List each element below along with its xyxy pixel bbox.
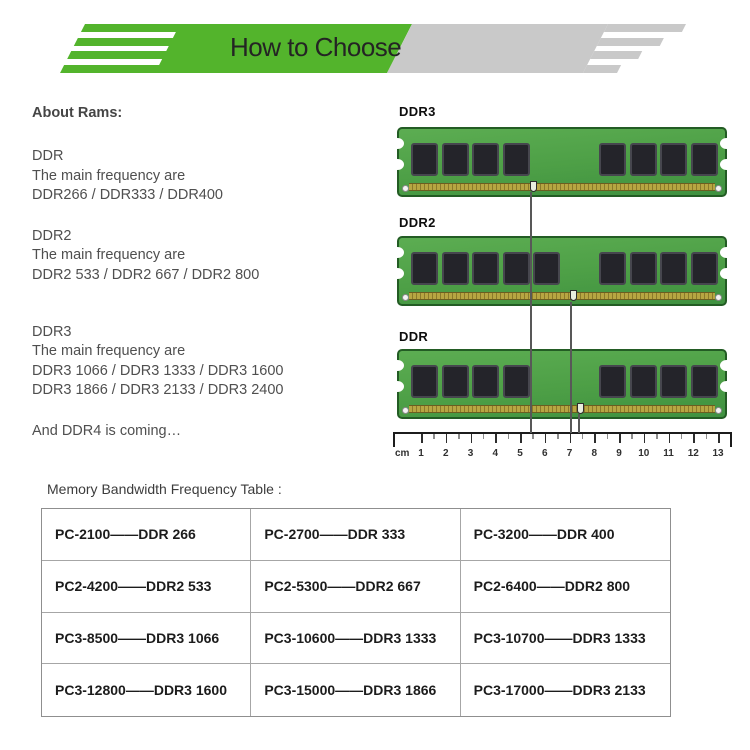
ruler-number: 3	[467, 448, 474, 459]
ruler-number: 8	[591, 448, 598, 459]
gold-pins	[409, 292, 715, 300]
edge-cutout	[391, 138, 404, 149]
speed-stripe-right	[597, 38, 664, 46]
memory-chip	[411, 252, 438, 285]
mount-hole	[402, 185, 409, 192]
edge-cutout	[720, 360, 733, 371]
table-cell: PC-3200——DDR 400	[461, 509, 670, 561]
ruler-number: 6	[541, 448, 548, 459]
ruler-end-tick	[730, 434, 732, 447]
ruler-number: 11	[663, 448, 674, 459]
edge-cutout	[391, 268, 404, 279]
pin-notch	[570, 290, 577, 301]
memory-chip	[660, 365, 687, 398]
ddr-name: DDR	[32, 148, 64, 165]
memory-chip	[503, 365, 530, 398]
edge-cutout	[391, 360, 404, 371]
ruler-cm-tick	[545, 434, 547, 443]
ram-module-ddr	[397, 349, 727, 419]
module-label-ddr3: DDR3	[399, 104, 436, 119]
speed-stripe-right	[583, 65, 621, 73]
ruler-half-tick	[631, 434, 633, 439]
table-cell: PC3-12800——DDR3 1600	[42, 664, 251, 716]
ruler-cm-tick	[594, 434, 596, 443]
ddr3-line: DDR3 1066 / DDR3 1333 / DDR3 1600	[32, 362, 284, 379]
ddr3-group	[32, 323, 372, 400]
notch-leader-line-ddr2	[570, 302, 572, 433]
ruler-half-tick	[532, 434, 534, 439]
pin-notch	[577, 403, 584, 414]
mount-hole	[715, 407, 722, 414]
memory-chip	[691, 365, 718, 398]
speed-stripe-right	[604, 24, 686, 32]
notch-leader-line-ddr	[578, 414, 580, 433]
memory-chip	[660, 252, 687, 285]
speed-stripe-left	[60, 65, 167, 73]
ruler-cm-tick	[669, 434, 671, 443]
memory-chip	[472, 143, 499, 176]
ruler-half-tick	[557, 434, 559, 439]
ddr2-group	[32, 227, 372, 285]
table-cell: PC3-17000——DDR3 2133	[473, 682, 646, 699]
table-cell: PC2-4200——DDR2 533	[42, 561, 251, 613]
edge-cutout	[720, 159, 733, 170]
ruler-cm-tick	[471, 434, 473, 443]
table-cell: PC2-6400——DDR2 800	[461, 561, 670, 613]
about-rams-text	[32, 104, 372, 442]
mount-hole	[715, 294, 722, 301]
ruler-cm-tick	[421, 434, 423, 443]
ruler-half-tick	[582, 434, 584, 439]
table-cell: PC3-8500——DDR3 1066	[42, 613, 251, 665]
ruler-number: 5	[517, 448, 523, 459]
table-cell: PC3-15000——DDR3 1866	[251, 664, 460, 716]
speed-stripe-left	[81, 24, 188, 32]
ruler-number: 7	[566, 448, 573, 459]
ruler-half-tick	[607, 434, 609, 439]
ruler-cm-tick	[718, 434, 720, 443]
ddr2-line: The main frequency are	[32, 247, 186, 264]
speed-stripe-right	[590, 51, 642, 59]
ram-module-ddr3	[397, 127, 727, 197]
ruler-half-tick	[458, 434, 460, 439]
ddr4-footnote: And DDR4 is coming…	[32, 423, 182, 440]
edge-cutout	[391, 247, 404, 258]
frequency-table	[41, 508, 671, 717]
ram-module-ddr2	[397, 236, 727, 306]
table-cell: PC-2100——DDR 266	[42, 509, 251, 561]
memory-chip	[660, 143, 687, 176]
ruler-number: 9	[616, 448, 622, 459]
ruler-half-tick	[681, 434, 683, 439]
ruler-unit-label: cm	[395, 448, 410, 459]
memory-chip	[472, 252, 499, 285]
memory-chip	[599, 252, 626, 285]
ddr2-line: DDR2 533 / DDR2 667 / DDR2 800	[32, 266, 260, 283]
edge-cutout	[720, 247, 733, 258]
edge-cutout	[720, 268, 733, 279]
table-heading: Memory Bandwidth Frequency Table :	[47, 481, 282, 497]
memory-chip	[630, 365, 657, 398]
pin-notch	[530, 181, 537, 192]
mount-hole	[715, 185, 722, 192]
gold-pins	[409, 183, 715, 191]
edge-cutout	[720, 138, 733, 149]
memory-chip	[599, 143, 626, 176]
ruler	[393, 432, 732, 464]
table-cell: PC2-5300——DDR2 667	[251, 561, 460, 613]
memory-chip	[442, 143, 469, 176]
ddr-line: The main frequency are	[32, 167, 186, 184]
table-cell: PC-2700——DDR 333	[251, 509, 460, 561]
edge-cutout	[391, 381, 404, 392]
ddr-line: DDR266 / DDR333 / DDR400	[32, 186, 223, 203]
speed-stripe-left	[67, 51, 174, 59]
ruler-cm-tick	[570, 434, 572, 443]
ruler-number: 1	[418, 448, 424, 459]
banner-gray-segment	[387, 24, 608, 73]
memory-chip	[533, 252, 560, 285]
ruler-cm-tick	[446, 434, 448, 443]
table-cell: PC3-10700——DDR3 1333	[461, 613, 670, 665]
ruler-number: 13	[712, 448, 724, 459]
memory-chip	[630, 252, 657, 285]
page-title: How to Choose	[230, 32, 402, 62]
ddr-group	[32, 147, 372, 205]
memory-chip	[691, 143, 718, 176]
gold-pins	[409, 405, 715, 413]
memory-chip	[630, 143, 657, 176]
memory-chip	[472, 365, 499, 398]
ruler-number: 2	[442, 448, 449, 459]
ruler-half-tick	[433, 434, 435, 439]
module-label-ddr2: DDR2	[399, 215, 436, 230]
speed-stripe-left	[74, 38, 181, 46]
table-cell: PC3-10600——DDR3 1333	[251, 613, 460, 665]
memory-chip	[411, 143, 438, 176]
mount-hole	[402, 294, 409, 301]
notch-leader-line-ddr3	[530, 192, 532, 433]
ddr2-name: DDR2	[32, 228, 72, 245]
ddr3-line: DDR3 1866 / DDR3 2133 / DDR3 2400	[32, 381, 284, 398]
ddr3-name: DDR3	[32, 324, 72, 341]
ruler-half-tick	[483, 434, 485, 439]
ddr3-line: The main frequency are	[32, 343, 186, 360]
memory-chip	[411, 365, 438, 398]
ruler-number: 12	[687, 448, 699, 459]
ruler-cm-tick	[693, 434, 695, 443]
ruler-half-tick	[706, 434, 708, 439]
ruler-number: 10	[638, 448, 650, 459]
ruler-cm-tick	[520, 434, 522, 443]
ruler-half-tick	[656, 434, 658, 439]
memory-chip	[442, 365, 469, 398]
memory-chip	[503, 143, 530, 176]
edge-cutout	[391, 159, 404, 170]
ruler-cm-tick	[644, 434, 646, 443]
ruler-half-tick	[508, 434, 510, 439]
memory-chip	[503, 252, 530, 285]
edge-cutout	[720, 381, 733, 392]
ruler-cm-tick	[495, 434, 497, 443]
ruler-cm-tick	[619, 434, 621, 443]
ruler-number: 4	[492, 448, 499, 459]
ruler-end-tick	[393, 434, 395, 447]
mount-hole	[402, 407, 409, 414]
about-title: About Rams:	[32, 105, 123, 121]
memory-chip	[599, 365, 626, 398]
memory-chip	[691, 252, 718, 285]
module-label-ddr: DDR	[399, 329, 429, 344]
memory-chip	[442, 252, 469, 285]
